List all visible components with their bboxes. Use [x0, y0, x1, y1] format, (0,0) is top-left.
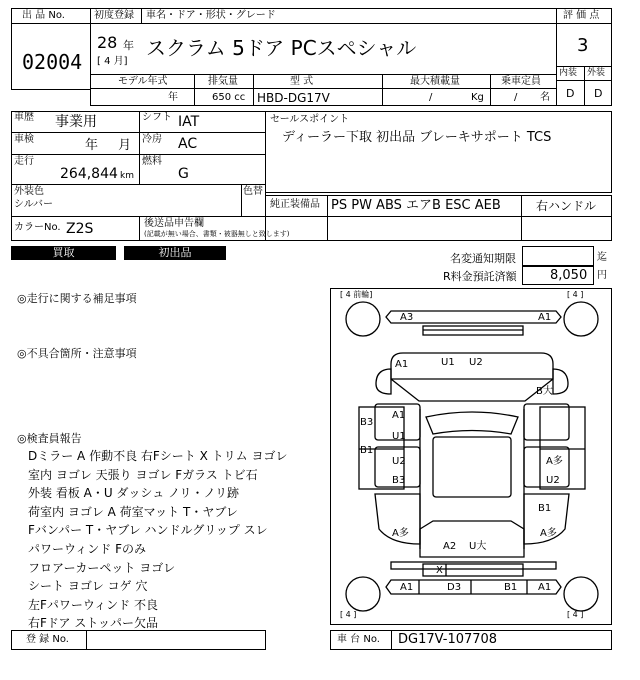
damage-mark: A1 [538, 582, 552, 593]
interior-label: 内装 [559, 68, 578, 78]
inspection-value: 年 月 [85, 138, 132, 153]
car-name: スクラム 5ドア PCスペシャル [146, 36, 417, 60]
damage-mark: A多 [540, 528, 557, 539]
chassis-number: DG17V-107708 [398, 632, 498, 647]
capacity-unit: 名 [540, 92, 550, 103]
model-value: HBD-DG17V [257, 91, 330, 105]
purchase-tag: 買取 [11, 246, 116, 260]
recycle-unit: 円 [597, 270, 607, 281]
report-line: 荷室内 ヨゴレ A 荷室マット T・ヤブレ [28, 504, 238, 519]
fuel-label: 燃料 [142, 156, 162, 167]
name-change-unit: 迄 [597, 252, 607, 263]
max-load-unit: Kg [471, 92, 484, 103]
history-value: 事業用 [55, 114, 97, 130]
fuel-value: G [178, 166, 189, 182]
registration-year: 28 [97, 33, 118, 52]
report-line: Dミラー A 作動不良 右Fシート X トリム ヨゴレ [28, 449, 288, 463]
report-line: 外装 看板 A・U ダッシュ ノリ・ノリ跡 [28, 486, 240, 501]
damage-mark: D3 [447, 582, 462, 593]
color-change-label: 色替 [243, 186, 263, 197]
lot-number-label: 出 品 No. [22, 10, 65, 21]
exterior-color-label: 外装色 [14, 186, 44, 197]
damage-mark: X [436, 565, 443, 576]
damage-mark: A1 [395, 359, 409, 370]
displacement-value: 650 cc [212, 92, 246, 103]
history-label: 車歴 [14, 112, 34, 123]
vehicle-diagram [331, 289, 611, 624]
damage-mark: B3 [360, 417, 374, 428]
after-parts-note: (記載が無い場合、書類・被器無しと致します) [144, 230, 290, 238]
color-no-label: カラーNo. [14, 222, 61, 233]
corner-label-front-left: [ 4 前輪] [340, 290, 373, 299]
corner-label-front-right: [ 4 ] [567, 290, 584, 299]
sales-points-label: セールスポイント [270, 114, 350, 125]
corner-label-rear-right: [ 4 ] [567, 610, 584, 619]
model-label: 型 式 [290, 76, 314, 87]
damage-mark: U2 [392, 456, 406, 467]
name-change-value-box [522, 246, 594, 266]
mileage-value: 264,844 [60, 166, 118, 182]
max-load-sep: / [429, 92, 433, 103]
damage-mark: A1 [400, 582, 414, 593]
report-line: 右Fドア ストッパー欠品 [28, 616, 158, 631]
name-change-label: 名変通知期限 [450, 252, 516, 265]
interior-grade: D [566, 87, 575, 100]
after-parts-label: 後送品申告欄 [144, 218, 204, 229]
exterior-grade: D [594, 87, 603, 100]
damage-mark: A1 [538, 312, 552, 323]
first-registration-label: 初度登録 [94, 10, 134, 21]
damage-mark: U1 [441, 357, 455, 368]
damage-mark: A1 [392, 410, 406, 421]
inspection-label: 車検 [14, 134, 34, 145]
handle-value: 右ハンドル [536, 199, 597, 213]
damage-mark: A多 [392, 528, 409, 539]
ac-value: AC [178, 136, 198, 152]
registration-month: [ 4 月] [97, 56, 128, 67]
capacity-sep: / [514, 92, 518, 103]
report-line: 左Fパワーウィンド 不良 [28, 597, 158, 612]
shift-value: IAT [178, 114, 200, 130]
first-listing-tag: 初出品 [124, 246, 226, 260]
model-year-label: モデル年式 [118, 76, 168, 87]
damage-mark: B大 [536, 386, 553, 397]
damage-mark: U2 [546, 475, 560, 486]
chassis-label: 車 台 No. [337, 634, 380, 645]
report-line: 室内 ヨゴレ 天張り ヨゴレ Fガラス トビ石 [28, 467, 258, 482]
damage-mark: B3 [392, 475, 406, 486]
inspector-label: ◎検査員報告 [17, 432, 82, 445]
lot-number: 02004 [22, 50, 83, 74]
equipment-label: 純正装備品 [270, 199, 320, 210]
defects-label: ◎不具合箇所・注意事項 [17, 347, 137, 360]
report-line: フロアーカーペット ヨゴレ [28, 560, 176, 575]
report-line: シート ヨゴレ コゲ 穴 [28, 579, 148, 594]
damage-mark: U2 [469, 357, 483, 368]
ac-label: 冷房 [142, 134, 162, 145]
max-load-label: 最大積載量 [410, 76, 460, 87]
model-year-unit: 年 [168, 92, 178, 103]
mileage-label: 走行 [14, 156, 34, 167]
damage-mark: B1 [360, 445, 374, 456]
damage-mark: A多 [546, 456, 563, 467]
recycle-label: R料金預託済額 [443, 270, 517, 283]
corner-label-rear-left: [ 4 ] [340, 610, 357, 619]
shift-label: シフト [142, 112, 172, 123]
report-line: Fバンパー T・ヤブレ ハンドルグリップ スレ [28, 523, 268, 538]
recycle-value: 8,050 [550, 268, 588, 283]
registration-year-unit: 年 [123, 39, 134, 52]
report-line: パワーウィンド Fのみ [28, 541, 146, 556]
mileage-unit: km [120, 171, 134, 181]
damage-mark: A3 [400, 312, 414, 323]
displacement-label: 排気量 [208, 76, 238, 87]
vehicle-diagram-box [330, 288, 612, 625]
grade-label: 評 価 点 [563, 10, 600, 21]
damage-mark: B1 [538, 503, 552, 514]
color-no-value: Z2S [66, 221, 94, 237]
sales-points-value: ディーラー下取 初出品 ブレーキサポート TCS [282, 130, 552, 145]
exterior-color-value: シルバー [14, 199, 54, 210]
inspector-report [28, 447, 287, 633]
exterior-label: 外装 [587, 68, 606, 78]
capacity-label: 乗車定員 [501, 76, 541, 87]
overall-grade: 3 [577, 35, 589, 56]
registration-label: 登 録 No. [26, 634, 69, 645]
damage-mark: B1 [504, 582, 518, 593]
damage-mark: U1 [392, 431, 406, 442]
equipment-value: PS PW ABS エアB ESC AEB [331, 198, 501, 213]
car-name-label: 車名・ドア・形状・グレード [146, 10, 276, 21]
damage-mark: U大 [469, 541, 487, 552]
damage-mark: A2 [443, 541, 457, 552]
driving-notes-label: ◎走行に関する補足事項 [17, 292, 137, 305]
